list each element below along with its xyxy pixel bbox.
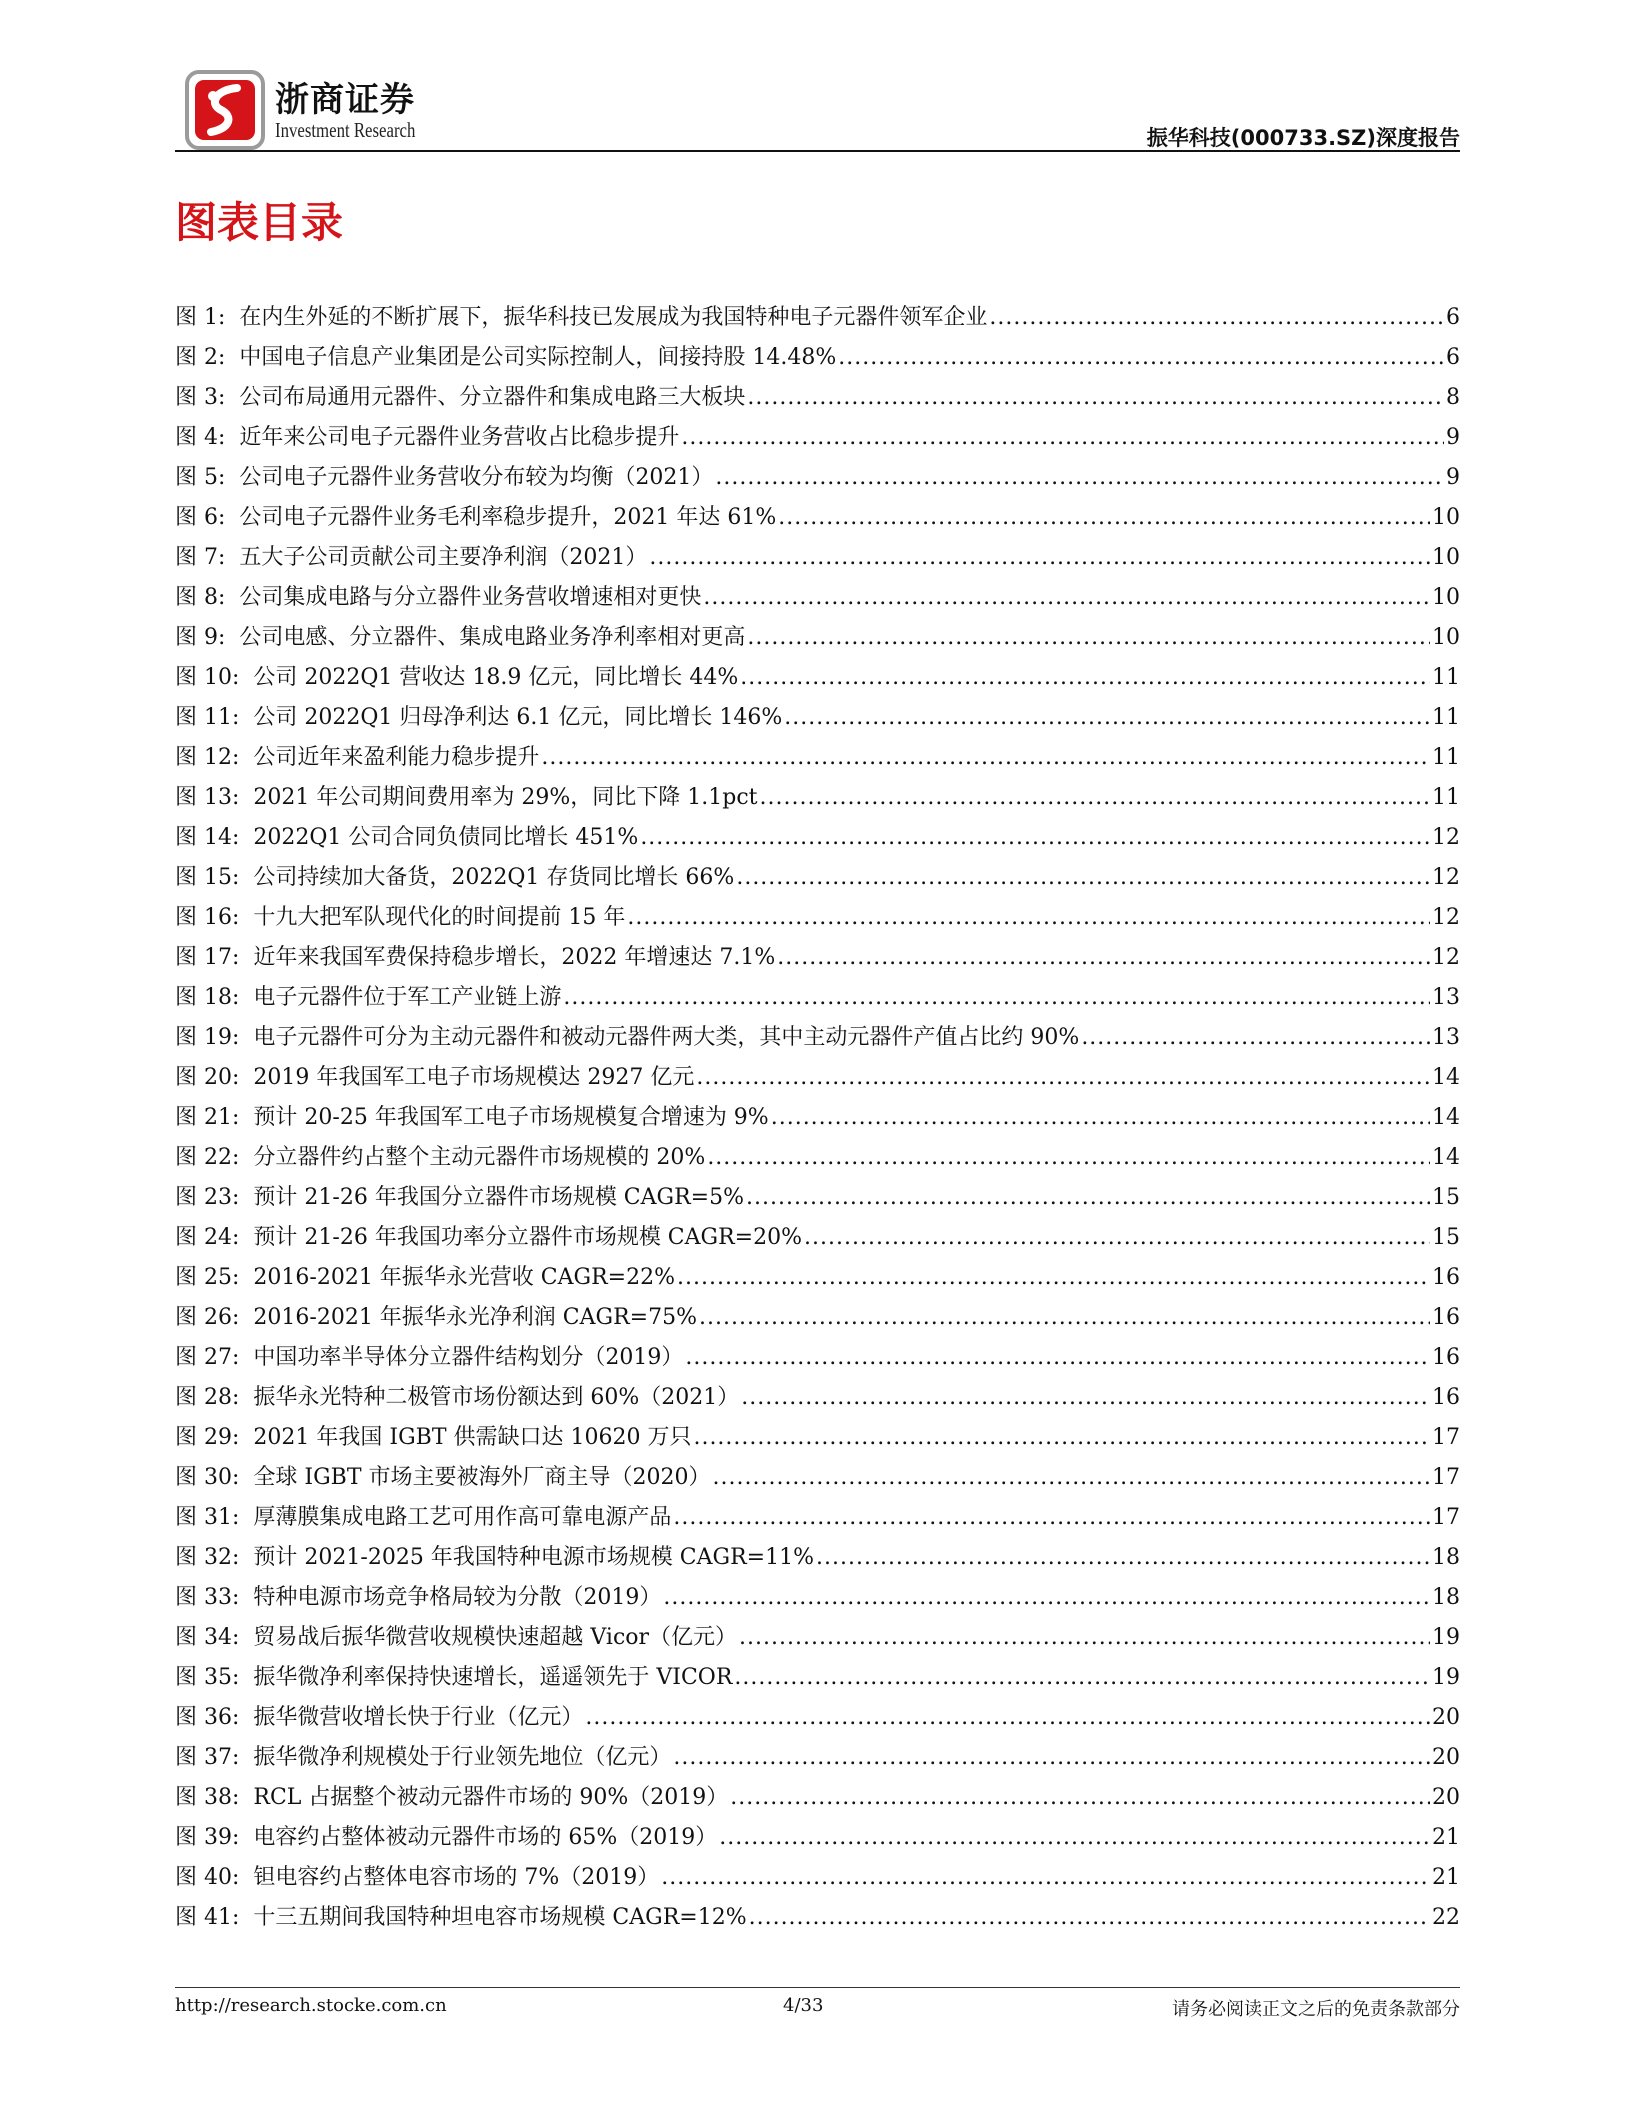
toc-figure-number: 图 33: [175,1585,240,1610]
toc-figure-title: 振华微净利规模处于行业领先地位（亿元） [253,1745,672,1770]
toc-figure-title: 电容约占整体被动元器件市场的 65%（2019） [253,1825,718,1850]
toc-page-number: 20 [1432,1705,1460,1730]
toc-entry[interactable] [175,940,1460,980]
toc-figure-number: 图 4: [175,425,226,450]
toc-figure-number: 图 30: [175,1465,240,1490]
toc-figure-title: 厚薄膜集成电路工艺可用作高可靠电源产品 [253,1505,672,1530]
toc-figure-title: RCL 占据整个被动元器件市场的 90%（2019） [253,1785,729,1810]
toc-figure-title: 公司 2022Q1 营收达 18.9 亿元，同比增长 44% [253,665,739,690]
toc-dot-leader [730,1785,1430,1810]
toc-entry[interactable] [175,820,1460,860]
toc-figure-title: 近年来我国军费保持稳步增长，2022 年增速达 7.1% [253,945,776,970]
toc-dot-leader [541,745,1430,770]
toc-figure-number: 图 1: [175,305,226,330]
toc-figure-number: 图 9: [175,625,226,650]
toc-figure-number: 图 35: [175,1665,240,1690]
toc-entry[interactable] [175,1460,1460,1500]
footer-divider [175,1987,1460,1988]
toc-figure-number: 图 7: [175,545,226,570]
toc-dot-leader [749,1905,1430,1930]
toc-dot-leader [713,1465,1431,1490]
toc-figure-title: 公司电感、分立器件、集成电路业务净利率相对更高 [239,625,746,650]
toc-entry[interactable] [175,1820,1460,1860]
toc-dot-leader [707,1145,1430,1170]
toc-page-number: 17 [1432,1425,1460,1450]
toc-figure-title: 钽电容约占整体电容市场的 7%（2019） [253,1865,660,1890]
toc-figure-number: 图 34: [175,1625,240,1650]
toc-figure-number: 图 41: [175,1905,240,1930]
toc-figure-number: 图 17: [175,945,240,970]
toc-figure-number: 图 28: [175,1385,240,1410]
toc-entry[interactable] [175,700,1460,740]
toc-page-number: 11 [1432,745,1460,770]
toc-dot-leader [741,1385,1430,1410]
toc-page-number: 12 [1432,825,1460,850]
toc-entry[interactable] [175,300,1460,340]
toc-entry[interactable] [175,860,1460,900]
footer-url[interactable]: http://research.stocke.com.cn [175,1995,447,2016]
toc-page-number: 10 [1432,545,1460,570]
toc-entry[interactable] [175,740,1460,780]
toc-dot-leader [693,1425,1430,1450]
toc-figure-title: 公司电子元器件业务营收分布较为均衡（2021） [239,465,714,490]
toc-dot-leader [746,1185,1430,1210]
toc-entry[interactable] [175,1900,1460,1940]
toc-dot-leader [719,1825,1430,1850]
toc-figure-number: 图 31: [175,1505,240,1530]
toc-figure-number: 图 21: [175,1105,240,1130]
toc-figure-title: 公司电子元器件业务毛利率稳步提升，2021 年达 61% [239,505,777,530]
toc-dot-leader [703,585,1430,610]
toc-entry[interactable] [175,900,1460,940]
toc-dot-leader [627,905,1430,930]
toc-figure-title: 2022Q1 公司合同负债同比增长 451% [253,825,639,850]
toc-figure-title: 振华微净利率保持快速增长，遥遥领先于 VICOR [253,1665,733,1690]
toc-page-number: 20 [1432,1785,1460,1810]
toc-dot-leader [640,825,1430,850]
toc-dot-leader [673,1505,1430,1530]
toc-page-number: 19 [1432,1625,1460,1650]
toc-page-number: 14 [1432,1065,1460,1090]
toc-figure-title: 特种电源市场竞争格局较为分散（2019） [253,1585,662,1610]
toc-figure-number: 图 10: [175,665,240,690]
toc-dot-leader [747,385,1444,410]
toc-entry[interactable] [175,1660,1460,1700]
toc-entry[interactable] [175,1340,1460,1380]
report-title: 振华科技(000733.SZ)深度报告 [1146,126,1460,150]
toc-figure-number: 图 23: [175,1185,240,1210]
toc-dot-leader [685,1345,1430,1370]
toc-entry[interactable] [175,460,1460,500]
page-header [175,62,1460,152]
toc-figure-title: 2021 年我国 IGBT 供需缺口达 10620 万只 [253,1425,692,1450]
toc-page-number: 15 [1432,1225,1460,1250]
toc-page-number: 16 [1432,1345,1460,1370]
toc-entry[interactable] [175,1060,1460,1100]
toc-figure-title: 公司布局通用元器件、分立器件和集成电路三大板块 [239,385,746,410]
toc-page-number: 11 [1432,665,1460,690]
brand-name: 浙商证券 [275,80,415,120]
toc-figure-number: 图 32: [175,1545,240,1570]
toc-entry[interactable] [175,1380,1460,1420]
toc-entry[interactable] [175,1220,1460,1260]
toc-figure-title: 十三五期间我国特种坦电容市场规模 CAGR=12% [253,1905,747,1930]
toc-dot-leader [673,1745,1430,1770]
toc-figure-number: 图 22: [175,1145,240,1170]
toc-dot-leader [760,785,1430,810]
toc-figure-title: 2021 年公司期间费用率为 29%，同比下降 1.1pct [253,785,758,810]
toc-page-number: 12 [1432,945,1460,970]
toc-dot-leader [681,425,1444,450]
toc-page-number: 12 [1432,905,1460,930]
toc-page-number: 6 [1446,345,1460,370]
toc-figure-number: 图 29: [175,1425,240,1450]
toc-dot-leader [585,1705,1430,1730]
toc-page-number: 18 [1432,1545,1460,1570]
toc-page-number: 14 [1432,1145,1460,1170]
header-divider [175,150,1460,152]
toc-page-number: 19 [1432,1665,1460,1690]
toc-dot-leader [838,345,1444,370]
figure-list [175,300,1460,1940]
toc-dot-leader [784,705,1430,730]
toc-figure-title: 全球 IGBT 市场主要被海外厂商主导（2020） [253,1465,711,1490]
toc-dot-leader [989,305,1444,330]
toc-figure-number: 图 20: [175,1065,240,1090]
toc-dot-leader [699,1305,1430,1330]
toc-figure-title: 五大子公司贡献公司主要净利润（2021） [239,545,648,570]
toc-figure-title: 2016-2021 年振华永光净利润 CAGR=75% [253,1305,697,1330]
toc-entry[interactable] [175,1740,1460,1780]
toc-page-number: 11 [1432,705,1460,730]
toc-page-number: 13 [1432,1025,1460,1050]
toc-page-number: 10 [1432,505,1460,530]
toc-entry[interactable] [175,620,1460,660]
toc-figure-title: 分立器件约占整个主动元器件市场规模的 20% [253,1145,706,1170]
page-title: 图表目录 [175,198,344,247]
toc-figure-title: 贸易战后振华微营收规模快速超越 Vicor（亿元） [253,1625,738,1650]
toc-entry[interactable] [175,780,1460,820]
toc-entry[interactable] [175,1540,1460,1580]
toc-page-number: 18 [1432,1585,1460,1610]
toc-entry[interactable] [175,1580,1460,1620]
toc-figure-title: 预计 21-26 年我国功率分立器件市场规模 CAGR=20% [253,1225,803,1250]
toc-figure-number: 图 18: [175,985,240,1010]
toc-figure-title: 公司 2022Q1 归母净利达 6.1 亿元，同比增长 146% [253,705,783,730]
toc-dot-leader [1081,1025,1430,1050]
toc-entry[interactable] [175,420,1460,460]
toc-figure-number: 图 3: [175,385,226,410]
toc-page-number: 10 [1432,625,1460,650]
toc-page-number: 20 [1432,1745,1460,1770]
toc-figure-number: 图 37: [175,1745,240,1770]
toc-dot-leader [661,1865,1430,1890]
toc-figure-number: 图 27: [175,1345,240,1370]
toc-entry[interactable] [175,1620,1460,1660]
toc-figure-number: 图 15: [175,865,240,890]
toc-dot-leader [816,1545,1430,1570]
toc-dot-leader [777,945,1430,970]
toc-dot-leader [747,625,1430,650]
toc-page-number: 13 [1432,985,1460,1010]
toc-page-number: 8 [1446,385,1460,410]
toc-entry[interactable] [175,340,1460,380]
toc-entry[interactable] [175,580,1460,620]
zheshang-logo-icon [185,70,265,150]
toc-entry[interactable] [175,1100,1460,1140]
toc-figure-title: 振华微营收增长快于行业（亿元） [253,1705,584,1730]
toc-entry[interactable] [175,1500,1460,1540]
toc-figure-title: 电子元器件位于军工产业链上游 [253,985,562,1010]
toc-dot-leader [804,1225,1430,1250]
toc-entry[interactable] [175,1300,1460,1340]
toc-page-number: 15 [1432,1185,1460,1210]
toc-dot-leader [736,865,1430,890]
toc-page-number: 17 [1432,1465,1460,1490]
toc-figure-number: 图 13: [175,785,240,810]
toc-page-number: 16 [1432,1385,1460,1410]
toc-figure-number: 图 16: [175,905,240,930]
toc-dot-leader [563,985,1430,1010]
toc-figure-title: 电子元器件可分为主动元器件和被动元器件两大类，其中主动元器件产值占比约 90% [253,1025,1080,1050]
toc-figure-number: 图 14: [175,825,240,850]
toc-page-number: 6 [1446,305,1460,330]
toc-figure-title: 预计 2021-2025 年我国特种电源市场规模 CAGR=11% [253,1545,814,1570]
toc-figure-number: 图 19: [175,1025,240,1050]
toc-page-number: 12 [1432,865,1460,890]
toc-figure-title: 公司集成电路与分立器件业务营收增速相对更快 [239,585,702,610]
toc-entry[interactable] [175,1780,1460,1820]
toc-figure-number: 图 6: [175,505,226,530]
toc-entry[interactable] [175,1420,1460,1460]
toc-entry[interactable] [175,500,1460,540]
toc-figure-title: 十九大把军队现代化的时间提前 15 年 [253,905,626,930]
toc-page-number: 9 [1446,465,1460,490]
toc-page-number: 11 [1432,785,1460,810]
toc-figure-title: 公司持续加大备货，2022Q1 存货同比增长 66% [253,865,735,890]
toc-figure-number: 图 25: [175,1265,240,1290]
toc-entry[interactable] [175,1180,1460,1220]
toc-figure-title: 中国功率半导体分立器件结构划分（2019） [253,1345,684,1370]
toc-entry[interactable] [175,380,1460,420]
toc-page-number: 9 [1446,425,1460,450]
toc-figure-title: 近年来公司电子元器件业务营收占比稳步提升 [239,425,680,450]
toc-entry[interactable] [175,980,1460,1020]
toc-figure-number: 图 2: [175,345,226,370]
toc-figure-title: 中国电子信息产业集团是公司实际控制人，间接持股 14.48% [239,345,837,370]
toc-dot-leader [771,1105,1430,1130]
page-number: 4/33 [783,1995,824,2016]
toc-entry[interactable] [175,1020,1460,1060]
toc-entry[interactable] [175,1700,1460,1740]
toc-figure-title: 2019 年我国军工电子市场规模达 2927 亿元 [253,1065,695,1090]
toc-figure-number: 图 11: [175,705,240,730]
disclaimer-note: 请务必阅读正文之后的免责条款部分 [1172,1999,1460,2020]
toc-figure-title: 振华永光特种二极管市场份额达到 60%（2021） [253,1385,740,1410]
toc-entry[interactable] [175,660,1460,700]
toc-page-number: 16 [1432,1305,1460,1330]
toc-figure-number: 图 12: [175,745,240,770]
toc-figure-number: 图 40: [175,1865,240,1890]
toc-figure-number: 图 36: [175,1705,240,1730]
toc-page-number: 10 [1432,585,1460,610]
toc-dot-leader [663,1585,1430,1610]
toc-page-number: 14 [1432,1105,1460,1130]
toc-figure-title: 预计 20-25 年我国军工电子市场规模复合增速为 9% [253,1105,769,1130]
toc-entry[interactable] [175,540,1460,580]
toc-figure-title: 在内生外延的不断扩展下，振华科技已发展成为我国特种电子元器件领军企业 [239,305,988,330]
toc-dot-leader [677,1265,1430,1290]
toc-entry[interactable] [175,1260,1460,1300]
toc-entry[interactable] [175,1860,1460,1900]
toc-figure-number: 图 5: [175,465,226,490]
toc-page-number: 22 [1432,1905,1460,1930]
toc-figure-number: 图 39: [175,1825,240,1850]
toc-figure-title: 预计 21-26 年我国分立器件市场规模 CAGR=5% [253,1185,745,1210]
toc-dot-leader [715,465,1444,490]
toc-dot-leader [696,1065,1430,1090]
brand-subtitle: Investment Research [275,118,416,142]
toc-figure-number: 图 24: [175,1225,240,1250]
toc-dot-leader [739,1625,1430,1650]
toc-figure-title: 公司近年来盈利能力稳步提升 [253,745,540,770]
toc-dot-leader [734,1665,1430,1690]
toc-page-number: 16 [1432,1265,1460,1290]
toc-page-number: 21 [1432,1825,1460,1850]
toc-figure-number: 图 8: [175,585,226,610]
toc-dot-leader [778,505,1430,530]
toc-dot-leader [740,665,1430,690]
toc-dot-leader [649,545,1430,570]
toc-figure-title: 2016-2021 年振华永光营收 CAGR=22% [253,1265,675,1290]
toc-figure-number: 图 26: [175,1305,240,1330]
toc-page-number: 17 [1432,1505,1460,1530]
toc-page-number: 21 [1432,1865,1460,1890]
toc-entry[interactable] [175,1140,1460,1180]
toc-figure-number: 图 38: [175,1785,240,1810]
